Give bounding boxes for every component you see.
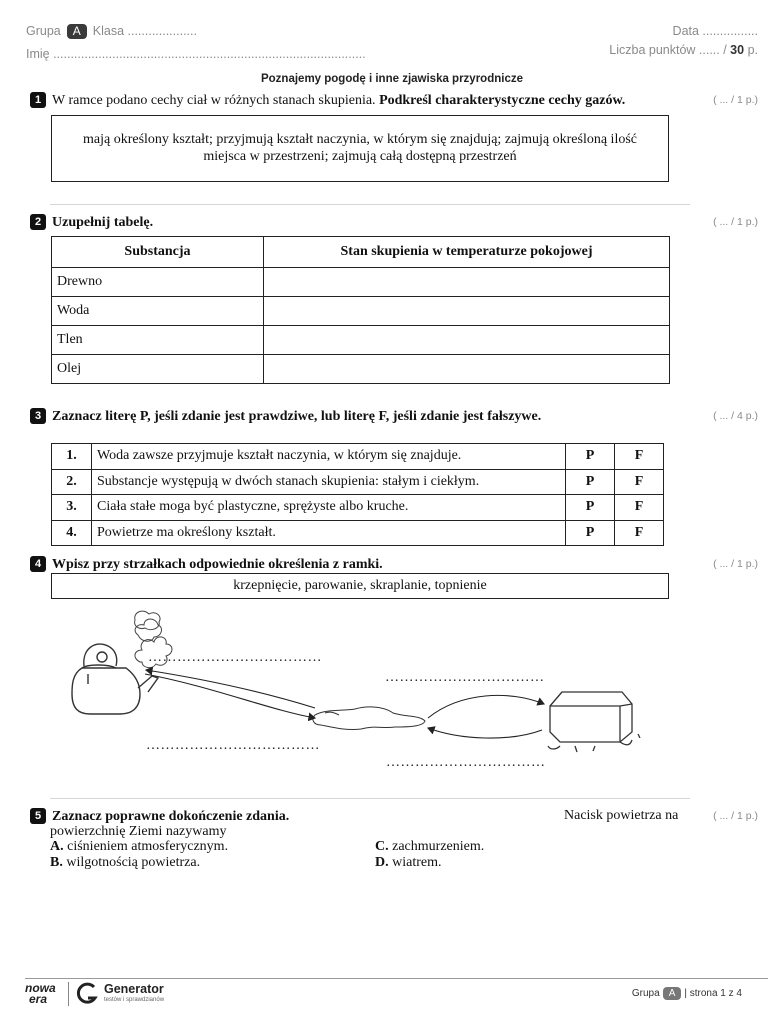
blank-freezing[interactable]: …………………………… bbox=[385, 670, 545, 685]
footer-page-info bbox=[632, 987, 742, 1000]
substance-cell: Woda bbox=[52, 297, 264, 326]
false-option[interactable]: F bbox=[615, 495, 664, 521]
substance-cell: Olej bbox=[52, 355, 264, 384]
table-row bbox=[52, 326, 670, 355]
points-q4: ( ... / 1 p.) bbox=[713, 558, 758, 570]
table-row bbox=[52, 297, 670, 326]
generator-title: Generator bbox=[104, 982, 164, 996]
group-badge: A bbox=[67, 24, 87, 39]
traits-box[interactable]: mają określony kształt; przyjmują kształt naczynia, w którym się znajdują; zajmują określoną ilość miejsca w przestrzeni; zajmują całą dostępną przestrzeń bbox=[51, 115, 669, 182]
option-d[interactable] bbox=[375, 855, 442, 871]
answer-cell[interactable] bbox=[264, 326, 670, 355]
row-number: 4. bbox=[52, 520, 92, 546]
true-option[interactable]: P bbox=[566, 444, 615, 470]
blank-melting[interactable]: …………………………… bbox=[386, 755, 546, 770]
terms-box: krzepnięcie, parowanie, skraplanie, topnienie bbox=[51, 573, 669, 599]
question-text: Zaznacz literę P, jeśli zdanie jest prawdziwe, lub literę F, jeśli zdanie jest fałszywe. bbox=[52, 409, 542, 424]
option-text: wilgotnością powietrza. bbox=[66, 855, 201, 870]
generator-subtitle: testów i sprawdzianów bbox=[104, 997, 165, 1003]
question-text: Uzupełnij tabelę. bbox=[52, 215, 154, 230]
points-q2: ( ... / 1 p.) bbox=[713, 216, 758, 228]
statement: Powietrze ma określony kształt. bbox=[92, 520, 566, 546]
logo-line-2: era bbox=[29, 992, 48, 1006]
substance-cell: Tlen bbox=[52, 326, 264, 355]
question-text: Zaznacz poprawne dokończenie zdania. bbox=[52, 809, 290, 824]
answer-cell[interactable] bbox=[264, 355, 670, 384]
group-label: Grupa bbox=[26, 24, 61, 38]
option-a[interactable] bbox=[50, 839, 228, 855]
question-2 bbox=[30, 214, 153, 231]
true-option[interactable]: P bbox=[566, 495, 615, 521]
question-stem-end: powierzchnię Ziemi nazywamy bbox=[50, 824, 227, 839]
option-letter: A. bbox=[50, 839, 64, 854]
question-stem-start: Nacisk powietrza na bbox=[564, 808, 679, 823]
question-5 bbox=[30, 808, 289, 825]
logo-divider bbox=[68, 982, 69, 1006]
blank-evaporation[interactable]: ……………………………… bbox=[148, 650, 322, 665]
puddle-icon bbox=[313, 707, 425, 730]
false-option[interactable]: F bbox=[615, 520, 664, 546]
table-row bbox=[52, 469, 664, 495]
question-text: Wpisz przy strzałkach odpowiednie określenia z ramki. bbox=[52, 557, 383, 572]
arrow-melting bbox=[428, 728, 542, 738]
option-c[interactable] bbox=[375, 839, 484, 855]
question-1 bbox=[30, 92, 625, 109]
points-label: Liczba punktów ...... / bbox=[609, 43, 727, 57]
footer-page-label: | strona 1 z 4 bbox=[684, 988, 742, 999]
points-q3: ( ... / 4 p.) bbox=[713, 410, 758, 422]
kettle-icon bbox=[72, 644, 158, 714]
table-row bbox=[52, 495, 664, 521]
true-option[interactable]: P bbox=[566, 469, 615, 495]
date-field[interactable]: Data ................ bbox=[672, 24, 758, 38]
ice-cube-icon bbox=[548, 692, 640, 752]
arrow-freezing bbox=[428, 695, 544, 718]
class-field[interactable]: Klasa .................... bbox=[92, 24, 197, 38]
table-header: Stan skupienia w temperaturze pokojowej bbox=[264, 237, 670, 268]
option-text: wiatrem. bbox=[392, 855, 442, 870]
statement: Substancje występują w dwóch stanach skupienia: stałym i ciekłym. bbox=[92, 469, 566, 495]
question-number: 4 bbox=[30, 556, 46, 572]
row-number: 2. bbox=[52, 469, 92, 495]
points-unit: p. bbox=[747, 43, 758, 57]
table-row bbox=[52, 268, 670, 297]
group-field bbox=[26, 24, 197, 39]
page-title: Poznajemy pogodę i inne zjawiska przyrodnicze bbox=[260, 73, 523, 85]
question-number: 3 bbox=[30, 408, 46, 424]
table-row bbox=[52, 355, 670, 384]
question-number: 1 bbox=[30, 92, 46, 108]
substance-cell: Drewno bbox=[52, 268, 264, 297]
states-table bbox=[51, 236, 670, 384]
blank-condensation[interactable]: ……………………………… bbox=[146, 738, 320, 753]
footer-divider bbox=[25, 978, 768, 979]
option-text: ciśnieniem atmosferycznym. bbox=[67, 839, 229, 854]
nowa-era-logo bbox=[25, 983, 56, 1005]
option-b[interactable] bbox=[50, 855, 200, 871]
answer-cell[interactable] bbox=[264, 297, 670, 326]
question-number: 2 bbox=[30, 214, 46, 230]
answer-cell[interactable] bbox=[264, 268, 670, 297]
false-option[interactable]: F bbox=[615, 444, 664, 470]
logo-line-1: nowa bbox=[25, 981, 56, 995]
name-field[interactable]: Imię .......................................................................................... bbox=[26, 47, 366, 61]
points-field bbox=[609, 43, 758, 57]
question-4 bbox=[30, 556, 383, 573]
divider bbox=[50, 204, 690, 205]
points-q5: ( ... / 1 p.) bbox=[713, 810, 758, 822]
table-header: Substancja bbox=[52, 237, 264, 268]
question-number: 5 bbox=[30, 808, 46, 824]
footer-group-label: Grupa bbox=[631, 988, 660, 999]
row-number: 3. bbox=[52, 495, 92, 521]
row-number: 1. bbox=[52, 444, 92, 470]
table-row bbox=[52, 520, 664, 546]
divider bbox=[50, 798, 690, 799]
question-text: W ramce podano cechy ciał w różnych stanach skupienia. bbox=[52, 93, 376, 108]
false-option[interactable]: F bbox=[615, 469, 664, 495]
option-letter: C. bbox=[375, 839, 389, 854]
statement: Woda zawsze przyjmuje kształt naczynia, w którym się znajduje. bbox=[92, 444, 566, 470]
points-total: 30 bbox=[730, 43, 745, 57]
arrow-evaporation bbox=[145, 674, 315, 718]
option-letter: D. bbox=[375, 855, 389, 870]
table-row bbox=[52, 444, 664, 470]
option-letter: B. bbox=[50, 855, 63, 870]
question-3 bbox=[30, 408, 541, 425]
true-false-table bbox=[51, 443, 664, 546]
option-text: zachmurzeniem. bbox=[392, 839, 485, 854]
points-q1: ( ... / 1 p.) bbox=[713, 94, 758, 106]
arrow-condensation bbox=[146, 670, 315, 708]
footer-group-badge: A bbox=[663, 987, 682, 1000]
question-instruction: Podkreśl charakterystyczne cechy gazów. bbox=[379, 93, 626, 108]
statement: Ciała stałe moga być plastyczne, sprężyste albo kruche. bbox=[92, 495, 566, 521]
generator-logo-icon bbox=[76, 982, 98, 1006]
true-option[interactable]: P bbox=[566, 520, 615, 546]
